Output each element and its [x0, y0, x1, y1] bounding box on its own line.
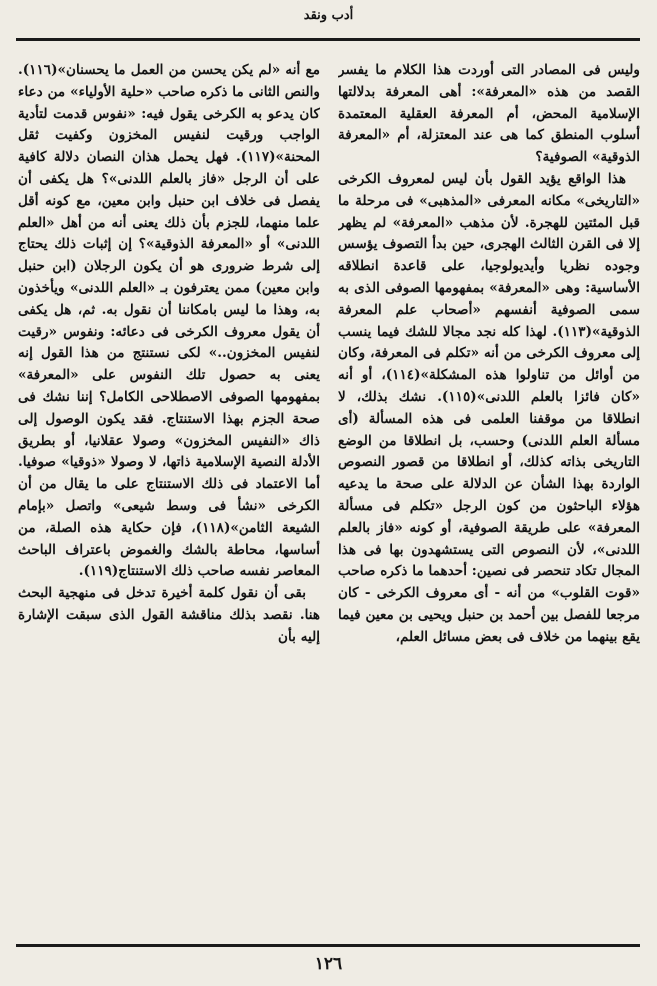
footer-rule	[16, 944, 640, 947]
paragraph: وليس فى المصادر التى أوردت هذا الكلام ما يفسر القصد من هذه «المعرفة»: أهى المعرفة بدلالتها الإسلامية المحض، أم المعرفة العقلية المعتمدة أسلوب المنطق كما هى عند المعتزلة، أم «المعرفة الذوقية» الصوفية؟	[338, 62, 640, 166]
paragraph: هذا الواقع يؤيد القول بأن ليس لمعروف الكرخى «التاريخى» مكانه المعرفى «المذهبى» فى مرحلة ما قبل المئتين للهجرة. لأن مذهب «المعرفة» لم يظهر إلا فى القرن الثالث الهجرى، حين بدأ التصوف يؤسس وجوده نظريا وأيديولوجيا، على قاعدة انطلاقه الأساسية: وهى «المعرفة» بمفهومها الصوفى الذى به سمى الصوفية أنفسهم «أصحاب علم المعرفة الذوقية»(١١٣). لهذا كله نجد مجالا للشك فيما ينسب إلى معروف الكرخى من أنه «تكلم فى المعرفة، وكان من أوائل من تناولوا هذه المشكلة»(١١٤)، أو أنه «كان فائزا بالعلم اللدنى»(١١٥). نشك بذلك، لا انطلاقا من موقفنا العلمى فى هذه المسألة (أى مسألة العلم اللدنى) وحسب، بل انطلاقا من الوضع التاريخى بذاته كذلك، أو انطلاقا من قصور النصوص الواردة بهذا الشأن عن الدلالة على صحة ما يدعيه هؤلاء الباحثون من كون الرجل «تكلم فى مسألة المعرفة» على طريقة الصوفية، أو كونه «فاز بالعلم اللدنى»، لأن النصوص التى يستشهدون بها فى هذا المجال تكاد تنحصر فى نصين: أحدهما ما ذكره صاحب «قوت القلوب» من أنه - أى معروف الكرخى - كان مرجعا للفصل بين أحمد بن حنبل ويحيى بن معين فيما يقع بينهما من خلاف فى بعض مسائل العلم،	[338, 170, 640, 645]
page-number: ١٢٦	[314, 954, 343, 974]
text-column-right	[338, 60, 640, 928]
paragraph: مع أنه «لم يكن يحسن من العمل ما يحسنان»(١١٦). والنص الثانى ما ذكره صاحب «حلية الأولياء» من دعاء كان يدعو به الكرخى يقول فيه: «نفوس قدمت لتأدية الواجب ورقيت لنفيس المخزون وكفيت ثقل المحنة»(١١٧). فهل يحمل هذان النصان دلالة كافية على أن الرجل «فاز بالعلم اللدنى»؟ هل يكفى أن يفصل فى خلاف ابن حنبل وابن معين، مع كونه أقل علما منهما، للجزم بأن ذلك يعنى أنه من أهل «العلم اللدنى» أو «المعرفة الذوقية»؟ إن إثبات ذلك يحتاج إلى شرط ضرورى هو أن يكون الرجلان (ابن حنبل وابن معين) ممن يعترفون بـ «العلم اللدنى» ويأخذون به، وهذا ما ليس بامكاننا أن نقول به. ثم، هل يكفى أن يقول معروف الكرخى فى دعائه: ونفوس «رقيت لنفيس المخزون..» لكى نستنتج من هذا القول إنه يعنى به حصول تلك النفوس على «المعرفة» بمفهومها الصوفى الاصطلاحى الكامل؟ إننا نشك فى صحة الجزم بهذا الاستنتاج. فقد يكون الوصول إلى ذاك «النفيس المخزون» وصولا عقلانيا، أو بطريق الأدلة النصية الإسلامية ذاتها، لا وصولا «ذوقيا» صوفيا. أما الاعتماد فى ذلك الاستنتاج على ما يقال من أن الكرخى «نشأ فى وسط شيعى» واتصل «بإمام الشيعة الثامن»(١١٨)، فإن حكاية هذه الصلة، من أساسها، محاطة بالشك والغموض باعتراف الباحث المعاصر نفسه صاحب ذلك الاستنتاج(١١٩).	[18, 62, 320, 580]
paragraph: بقى أن نقول كلمة أخيرة تدخل فى منهجية البحث هنا. نقصد بذلك مناقشة القول الذى سبقت الإشارة إليه بأن	[18, 585, 320, 645]
header-rule	[16, 38, 640, 41]
text-column-left	[18, 60, 320, 928]
running-header: أدب ونقد	[303, 8, 354, 23]
